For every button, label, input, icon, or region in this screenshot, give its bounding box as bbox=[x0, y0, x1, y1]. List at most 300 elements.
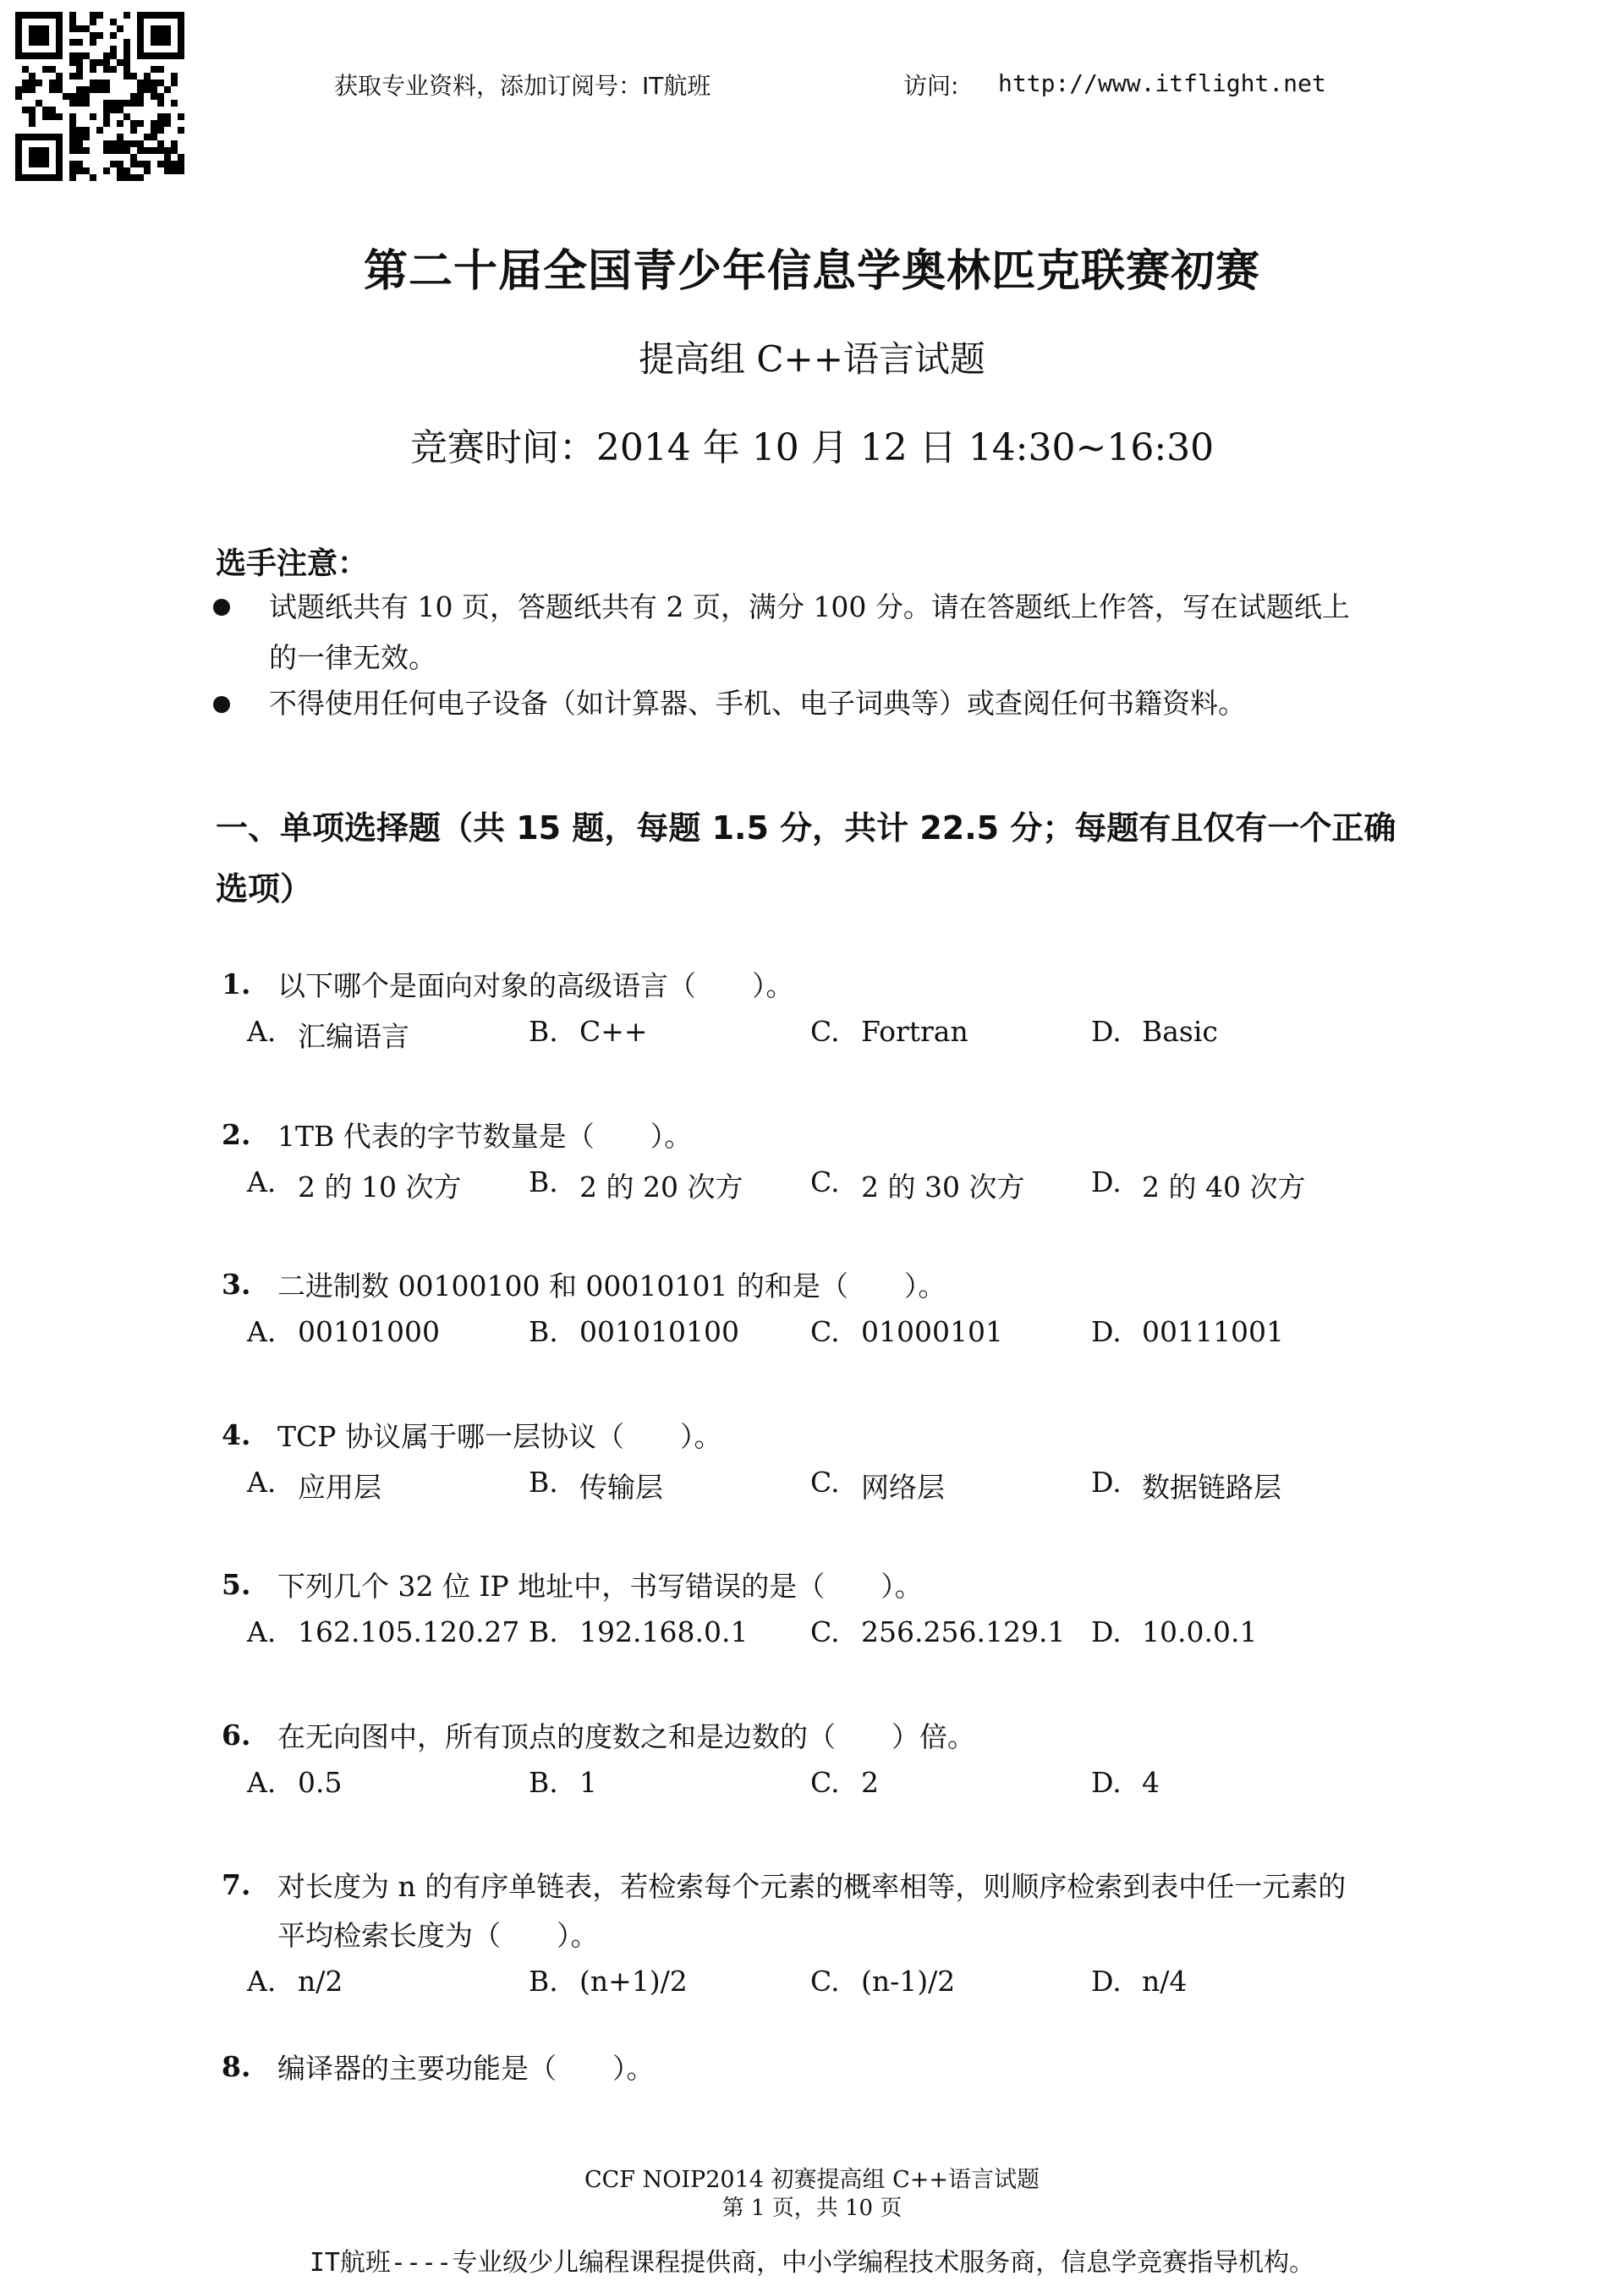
qr-module bbox=[151, 39, 157, 46]
qr-module bbox=[171, 147, 178, 154]
qr-module bbox=[22, 12, 29, 19]
qr-module bbox=[123, 39, 130, 46]
question-text: 二进制数 00100100 和 00010101 的和是（ ）。 bbox=[277, 1269, 946, 1302]
qr-module bbox=[103, 80, 110, 86]
option-letter: D. bbox=[1091, 1615, 1122, 1648]
qr-module bbox=[29, 147, 36, 154]
option-text: 1 bbox=[579, 1766, 597, 1799]
qr-module bbox=[103, 107, 110, 113]
option-letter: C. bbox=[810, 1015, 840, 1048]
qr-module bbox=[117, 59, 123, 66]
qr-module bbox=[110, 66, 117, 73]
qr-module bbox=[96, 80, 103, 86]
qr-module bbox=[76, 59, 83, 66]
option-letter: B. bbox=[529, 1965, 558, 1998]
qr-module bbox=[42, 39, 49, 46]
qr-module bbox=[103, 167, 110, 174]
option-letter: B. bbox=[529, 1466, 558, 1499]
question-text: 编译器的主要功能是（ ）。 bbox=[277, 2052, 655, 2085]
qr-module bbox=[151, 134, 157, 140]
qr-module bbox=[164, 154, 171, 161]
qr-module bbox=[171, 140, 178, 147]
qr-module bbox=[117, 140, 123, 147]
option-text: Fortran bbox=[861, 1015, 968, 1048]
qr-module bbox=[157, 147, 164, 154]
qr-module bbox=[151, 127, 157, 134]
qr-module bbox=[144, 80, 151, 86]
qr-module bbox=[76, 161, 83, 167]
option-letter: C. bbox=[810, 1466, 840, 1499]
qr-module bbox=[29, 113, 36, 120]
qr-module bbox=[15, 32, 22, 39]
option-text: (n-1)/2 bbox=[861, 1965, 956, 1998]
option-text: (n+1)/2 bbox=[579, 1965, 688, 1998]
qr-module bbox=[110, 32, 117, 39]
option-text: 162.105.120.27 bbox=[298, 1615, 520, 1648]
qr-module bbox=[56, 32, 63, 39]
option-letter: C. bbox=[810, 1615, 840, 1648]
qr-module bbox=[22, 66, 29, 73]
qr-module bbox=[29, 25, 36, 32]
qr-module bbox=[103, 147, 110, 154]
qr-module bbox=[164, 147, 171, 154]
qr-module bbox=[69, 100, 76, 107]
qr-module bbox=[103, 140, 110, 147]
qr-module bbox=[178, 127, 184, 134]
qr-module bbox=[137, 100, 144, 107]
qr-module bbox=[110, 100, 117, 107]
qr-module bbox=[178, 113, 184, 120]
qr-module bbox=[56, 167, 63, 174]
qr-module bbox=[157, 93, 164, 100]
question-number: 2. bbox=[222, 1118, 251, 1151]
option-letter: A. bbox=[247, 1315, 277, 1348]
qr-module bbox=[49, 113, 56, 120]
qr-module bbox=[117, 100, 123, 107]
qr-module bbox=[137, 52, 144, 59]
qr-module bbox=[69, 52, 76, 59]
qr-module bbox=[36, 161, 42, 167]
bullet-icon bbox=[213, 599, 230, 616]
option-text: 2 的 10 次方 bbox=[298, 1171, 462, 1204]
qr-module bbox=[164, 12, 171, 19]
qr-module bbox=[110, 52, 117, 59]
option-letter: C. bbox=[810, 1965, 840, 1998]
qr-module bbox=[29, 86, 36, 93]
option-text: 2 的 30 次方 bbox=[861, 1171, 1025, 1204]
qr-module bbox=[29, 134, 36, 140]
qr-module bbox=[29, 107, 36, 113]
option-text: 数据链路层 bbox=[1142, 1471, 1281, 1504]
qr-module bbox=[137, 80, 144, 86]
question-number: 1. bbox=[222, 968, 251, 1001]
qr-module bbox=[144, 167, 151, 174]
qr-module bbox=[15, 25, 22, 32]
qr-module bbox=[171, 52, 178, 59]
option-letter: D. bbox=[1091, 1165, 1122, 1198]
qr-module bbox=[56, 140, 63, 147]
qr-module bbox=[157, 39, 164, 46]
qr-module bbox=[90, 39, 96, 46]
qr-module bbox=[137, 86, 144, 93]
qr-module bbox=[171, 167, 178, 174]
option-letter: A. bbox=[247, 1015, 277, 1048]
qr-module bbox=[42, 32, 49, 39]
qr-module bbox=[15, 93, 22, 100]
question-text: 在无向图中，所有顶点的度数之和是边数的（ ）倍。 bbox=[277, 1720, 975, 1753]
qr-module bbox=[178, 46, 184, 52]
option-text: 00111001 bbox=[1142, 1315, 1284, 1348]
qr-module bbox=[151, 52, 157, 59]
qr-module bbox=[36, 134, 42, 140]
question-number: 4. bbox=[222, 1418, 251, 1451]
qr-module bbox=[76, 25, 83, 32]
qr-module bbox=[29, 80, 36, 86]
qr-module bbox=[144, 147, 151, 154]
qr-module bbox=[110, 161, 117, 167]
qr-module bbox=[123, 167, 130, 174]
option-text: 2 的 20 次方 bbox=[579, 1171, 743, 1204]
qr-module bbox=[157, 140, 164, 147]
qr-module bbox=[36, 100, 42, 107]
option-text: C++ bbox=[579, 1015, 648, 1048]
qr-module bbox=[90, 32, 96, 39]
qr-module bbox=[178, 19, 184, 25]
notice-item-2-line1: 不得使用任何电子设备（如计算器、手机、电子词典等）或查阅任何书籍资料。 bbox=[269, 687, 1246, 720]
qr-module bbox=[103, 113, 110, 120]
qr-module bbox=[151, 86, 157, 93]
qr-module bbox=[178, 154, 184, 161]
qr-module bbox=[137, 147, 144, 154]
qr-module bbox=[123, 52, 130, 59]
qr-module bbox=[15, 46, 22, 52]
question-number: 7. bbox=[222, 1868, 251, 1901]
qr-module bbox=[157, 100, 164, 107]
qr-module bbox=[144, 161, 151, 167]
option-letter: D. bbox=[1091, 1965, 1122, 1998]
qr-module bbox=[123, 73, 130, 80]
header-url-link[interactable]: http://www.itflight.net bbox=[998, 69, 1326, 97]
qr-module bbox=[42, 134, 49, 140]
qr-module bbox=[49, 66, 56, 73]
qr-module bbox=[22, 134, 29, 140]
qr-module bbox=[76, 86, 83, 93]
qr-module bbox=[103, 52, 110, 59]
qr-module bbox=[42, 25, 49, 32]
qr-module bbox=[49, 12, 56, 19]
option-letter: C. bbox=[810, 1315, 840, 1348]
qr-module bbox=[157, 32, 164, 39]
qr-module bbox=[123, 59, 130, 66]
qr-module bbox=[49, 134, 56, 140]
qr-module bbox=[157, 52, 164, 59]
qr-module bbox=[110, 140, 117, 147]
option-letter: A. bbox=[247, 1766, 277, 1799]
option-text: 传输层 bbox=[579, 1471, 663, 1504]
qr-module bbox=[56, 46, 63, 52]
qr-module bbox=[83, 127, 90, 134]
qr-module bbox=[42, 113, 49, 120]
qr-module bbox=[83, 134, 90, 140]
qr-module bbox=[56, 86, 63, 93]
qr-module bbox=[90, 86, 96, 93]
qr-module bbox=[171, 100, 178, 107]
option-letter: B. bbox=[529, 1015, 558, 1048]
option-text: 0.5 bbox=[298, 1766, 343, 1799]
qr-module bbox=[164, 120, 171, 127]
qr-module bbox=[29, 12, 36, 19]
qr-module bbox=[29, 39, 36, 46]
question-text: 1TB 代表的字节数量是（ ）。 bbox=[277, 1120, 693, 1153]
qr-module bbox=[83, 93, 90, 100]
option-letter: D. bbox=[1091, 1315, 1122, 1348]
qr-module bbox=[157, 113, 164, 120]
qr-module bbox=[103, 86, 110, 93]
qr-module bbox=[164, 86, 171, 93]
qr-module bbox=[130, 161, 137, 167]
qr-module bbox=[130, 154, 137, 161]
qr-module bbox=[29, 174, 36, 181]
qr-module bbox=[42, 52, 49, 59]
qr-module bbox=[83, 25, 90, 32]
qr-module bbox=[76, 93, 83, 100]
option-text: n/2 bbox=[298, 1965, 343, 1998]
qr-module bbox=[56, 39, 63, 46]
option-text: 01000101 bbox=[861, 1315, 1003, 1348]
qr-module bbox=[103, 66, 110, 73]
qr-module bbox=[171, 73, 178, 80]
qr-module bbox=[83, 167, 90, 174]
qr-module bbox=[178, 52, 184, 59]
qr-module bbox=[137, 39, 144, 46]
qr-module bbox=[42, 161, 49, 167]
option-letter: C. bbox=[810, 1165, 840, 1198]
bullet-icon bbox=[213, 696, 230, 713]
qr-module bbox=[137, 25, 144, 32]
qr-module bbox=[29, 52, 36, 59]
qr-module bbox=[49, 86, 56, 93]
qr-module bbox=[123, 46, 130, 52]
qr-module bbox=[15, 161, 22, 167]
qr-module bbox=[178, 32, 184, 39]
qr-module bbox=[76, 66, 83, 73]
qr-module bbox=[56, 12, 63, 19]
footer-exam-name: CCF NOIP2014 初赛提高组 C++语言试题 bbox=[584, 2167, 1040, 2193]
qr-module bbox=[69, 134, 76, 140]
qr-module bbox=[137, 161, 144, 167]
qr-module bbox=[137, 140, 144, 147]
exam-time: 竞赛时间：2014 年 10 月 12 日 14:30~16:30 bbox=[409, 426, 1215, 469]
option-text: 10.0.0.1 bbox=[1142, 1615, 1258, 1648]
option-letter: B. bbox=[529, 1315, 558, 1348]
qr-module bbox=[15, 140, 22, 147]
option-text: 001010100 bbox=[579, 1315, 739, 1348]
qr-module bbox=[49, 52, 56, 59]
footer-page-number: 第 1 页，共 10 页 bbox=[721, 2196, 903, 2221]
qr-module bbox=[137, 19, 144, 25]
qr-module bbox=[117, 174, 123, 181]
qr-module bbox=[69, 59, 76, 66]
qr-module bbox=[96, 86, 103, 93]
qr-module bbox=[69, 174, 76, 181]
qr-module bbox=[15, 86, 22, 93]
qr-module bbox=[69, 73, 76, 80]
qr-module bbox=[90, 19, 96, 25]
option-letter: B. bbox=[529, 1766, 558, 1799]
qr-module bbox=[42, 12, 49, 19]
qr-module bbox=[83, 86, 90, 93]
option-letter: A. bbox=[247, 1615, 277, 1648]
qr-module bbox=[36, 147, 42, 154]
qr-module bbox=[36, 39, 42, 46]
qr-module bbox=[69, 12, 76, 19]
qr-module bbox=[22, 80, 29, 86]
qr-module bbox=[56, 113, 63, 120]
option-letter: A. bbox=[247, 1466, 277, 1499]
question-number: 6. bbox=[222, 1719, 251, 1752]
qr-module bbox=[69, 113, 76, 120]
option-letter: B. bbox=[529, 1615, 558, 1648]
qr-module bbox=[76, 73, 83, 80]
qr-module bbox=[144, 86, 151, 93]
option-text: 192.168.0.1 bbox=[579, 1615, 749, 1648]
qr-module bbox=[56, 154, 63, 161]
option-letter: D. bbox=[1091, 1466, 1122, 1499]
qr-module bbox=[137, 32, 144, 39]
footer-slogan: IT航班----专业级少儿编程课程提供商，中小学编程技术服务商，信息学竞赛指导机构。 bbox=[309, 2248, 1315, 2278]
notice-item-1-line1: 试题纸共有 10 页，答题纸共有 2 页，满分 100 分。请在答题纸上作答，写在试题纸上 bbox=[269, 590, 1350, 623]
qr-module bbox=[96, 32, 103, 39]
qr-code-image bbox=[15, 12, 184, 181]
qr-module bbox=[42, 66, 49, 73]
qr-module bbox=[151, 147, 157, 154]
qr-module bbox=[144, 134, 151, 140]
qr-module bbox=[29, 73, 36, 80]
qr-module bbox=[96, 127, 103, 134]
option-text: 应用层 bbox=[298, 1471, 381, 1504]
qr-module bbox=[110, 46, 117, 52]
qr-module bbox=[15, 147, 22, 154]
qr-module bbox=[123, 174, 130, 181]
qr-module bbox=[90, 80, 96, 86]
qr-module bbox=[137, 174, 144, 181]
option-text: 2 bbox=[861, 1766, 879, 1799]
qr-module bbox=[36, 12, 42, 19]
qr-module bbox=[90, 66, 96, 73]
qr-module bbox=[49, 107, 56, 113]
qr-module bbox=[117, 134, 123, 140]
qr-module bbox=[15, 12, 22, 19]
header-subscribe-text: 获取专业资料，添加订阅号：IT航班 bbox=[334, 72, 711, 100]
qr-module bbox=[36, 154, 42, 161]
qr-module bbox=[157, 161, 164, 167]
qr-module bbox=[42, 154, 49, 161]
qr-module bbox=[157, 66, 164, 73]
option-text: 256.256.129.1 bbox=[861, 1615, 1066, 1648]
qr-module bbox=[157, 25, 164, 32]
qr-module bbox=[76, 147, 83, 154]
qr-module bbox=[117, 25, 123, 32]
exam-title: 第二十届全国青少年信息学奥林匹克联赛初赛 bbox=[363, 246, 1260, 297]
qr-module bbox=[103, 59, 110, 66]
qr-module bbox=[69, 127, 76, 134]
qr-module bbox=[49, 174, 56, 181]
qr-module bbox=[157, 120, 164, 127]
qr-module bbox=[96, 59, 103, 66]
qr-module bbox=[164, 32, 171, 39]
qr-module bbox=[69, 93, 76, 100]
qr-module bbox=[42, 147, 49, 154]
qr-module bbox=[76, 100, 83, 107]
section-heading-line2: 选项） bbox=[216, 870, 313, 907]
question-number: 5. bbox=[222, 1568, 251, 1601]
qr-module bbox=[22, 174, 29, 181]
qr-module bbox=[36, 25, 42, 32]
option-text: 4 bbox=[1142, 1766, 1160, 1799]
qr-module bbox=[83, 147, 90, 154]
qr-module bbox=[137, 120, 144, 127]
qr-module bbox=[151, 93, 157, 100]
qr-module bbox=[76, 52, 83, 59]
qr-module bbox=[90, 59, 96, 66]
qr-module bbox=[123, 12, 130, 19]
question-number: 8. bbox=[222, 2050, 251, 2083]
qr-module bbox=[15, 154, 22, 161]
qr-module bbox=[171, 12, 178, 19]
qr-module bbox=[56, 161, 63, 167]
qr-module bbox=[56, 134, 63, 140]
qr-module bbox=[164, 113, 171, 120]
qr-module bbox=[36, 52, 42, 59]
qr-module bbox=[56, 73, 63, 80]
qr-module bbox=[76, 127, 83, 134]
qr-module bbox=[130, 100, 137, 107]
question-text: TCP 协议属于哪一层协议（ ）。 bbox=[277, 1420, 722, 1453]
option-text: 汇编语言 bbox=[298, 1020, 409, 1053]
qr-module bbox=[151, 66, 157, 73]
qr-module bbox=[130, 93, 137, 100]
qr-module bbox=[130, 73, 137, 80]
qr-module bbox=[76, 134, 83, 140]
qr-module bbox=[151, 25, 157, 32]
qr-module bbox=[178, 12, 184, 19]
qr-module bbox=[178, 39, 184, 46]
qr-module bbox=[15, 174, 22, 181]
qr-module bbox=[36, 32, 42, 39]
qr-module bbox=[22, 52, 29, 59]
qr-module bbox=[164, 39, 171, 46]
qr-module bbox=[137, 46, 144, 52]
qr-module bbox=[171, 161, 178, 167]
qr-module bbox=[15, 39, 22, 46]
qr-module bbox=[69, 161, 76, 167]
option-letter: D. bbox=[1091, 1015, 1122, 1048]
qr-module bbox=[117, 161, 123, 167]
question-text: 下列几个 32 位 IP 地址中，书写错误的是（ ）。 bbox=[277, 1570, 923, 1603]
option-letter: D. bbox=[1091, 1766, 1122, 1799]
section-heading-line1: 一、单项选择题（共 15 题，每题 1.5 分，共计 22.5 分；每题有且仅有一个正确 bbox=[216, 809, 1396, 847]
qr-module bbox=[22, 86, 29, 93]
qr-module bbox=[123, 140, 130, 147]
qr-module bbox=[69, 140, 76, 147]
qr-module bbox=[144, 73, 151, 80]
qr-module bbox=[164, 161, 171, 167]
qr-module bbox=[63, 93, 69, 100]
qr-module bbox=[29, 154, 36, 161]
qr-module bbox=[157, 127, 164, 134]
qr-module bbox=[117, 147, 123, 154]
exam-subtitle: 提高组 C++语言试题 bbox=[639, 338, 985, 380]
